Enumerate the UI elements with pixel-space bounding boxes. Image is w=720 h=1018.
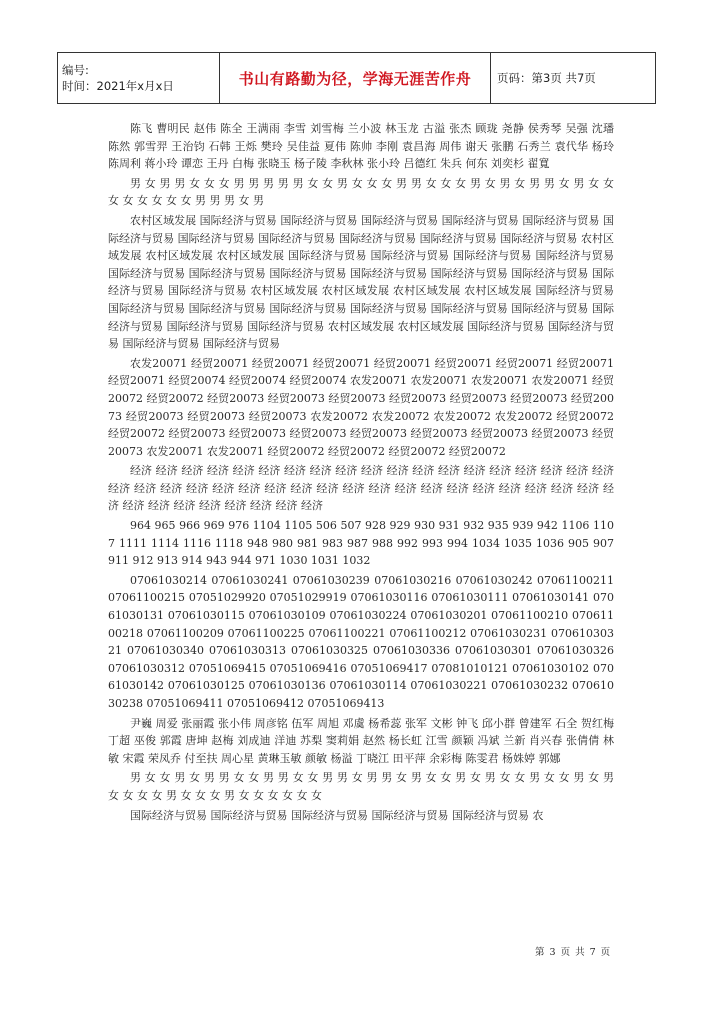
paragraph-genders-1: 男 女 男 男 女 女 女 男 男 男 男 男 女 女 男 女 女 女 男 男 女 女 女 男 女 男 女 男 男 女 男 女 女 女 女 女 女 女 女 男 男 男 女 男 [108, 176, 614, 208]
paragraph-names-2: 尹巍 周爱 张丽霞 张小伟 周彦铭 伍军 周旭 邓虞 杨希蕊 张军 文彬 钟飞 邱小群 曾建军 石全 贺红梅 丁超 巫俊 郭霞 唐坤 赵梅 刘成迪 洋迪 苏梨 窦莉娟 赵然 杨长虹 江雪 颜颖 冯斌 兰新 肖兴春 张倩倩 林敏 宋霞 荣凤乔 付至扶 周心星 黄琳玉敏 颜敏 杨溢 丁晓江 田平萍 余彩梅 陈雯君 杨姝婷 郭娜 [108, 716, 614, 765]
paragraph-names-1: 陈飞 曹明民 赵伟 陈全 王满雨 李雪 刘雪梅 兰小波 林玉龙 古溢 张杰 顾珑 尧静 侯秀琴 吴强 沈璠 陈然 郭雪羿 王治钧 石韩 王烁 樊玲 吴佳益 夏伟 陈帅 李刚 袁昌海 周伟 谢天 张鹏 石秀兰 袁代华 杨玲 陈周利 蒋小玲 谭恋 王丹 白梅 张晓玉 杨子陵 李秋林 张小玲 吕德红 朱兵 何东 刘奕杉 翟寬 [108, 122, 614, 171]
paragraph-room-numbers: 964 965 966 969 976 1104 1105 506 507 928 929 930 931 932 935 939 942 1106 1107 1111 1114 1116 1118 948 980 981 983 987 988 992 993 994 1034 1035 1036 905 907 911 912 913 914 943 944 971 1030 1031 1032 [108, 519, 614, 568]
header-meta-cell [58, 53, 220, 104]
paragraph-classes: 农发20071 经贸20071 经贸20071 经贸20071 经贸20071 经贸20071 经贸20071 经贸20071 经贸20071 经贸20074 经贸20074 经贸20074 农发20071 农发20071 农发20071 农发20071 经贸20072 经贸20072 经贸20073 经贸20073 经贸20073 经贸20073 经贸20073 经贸20073 经贸20073 经贸20073 经贸20073 经贸20073 农发20072 农发20072 农发20072 农发20072 经贸20072 经贸20072 经贸20073 经贸20073 经贸20073 经贸20073 经贸20073 经贸20073 经贸20073 经贸20073 农发20071 农发20071 经贸20072 经贸20072 经贸20072 经贸20072 [108, 356, 614, 458]
document-body [108, 120, 614, 824]
header-motto: 书山有路勤为径，学海无涯苦作舟 [220, 53, 491, 104]
paragraph-genders-2: 男 女 女 男 女 男 男 女 女 男 男 女 女 男 男 女 男 男 女 男 女 女 男 女 男 女 女 男 女 女 男 女 男 女 女 女 女 男 女 女 女 男 女 女 女 女 女 女 [108, 771, 614, 802]
paragraph-majors-2: 国际经济与贸易 国际经济与贸易 国际经济与贸易 国际经济与贸易 国际经济与贸易 农 [130, 808, 544, 822]
paragraph-student-ids: 07061030214 07061030241 07061030239 07061030216 07061030242 07061100211 07061100215 07051029920 07051029919 07061030116 07061030111 07061030141 07061030131 07061030115 07061030109 07061030224 07061030201 07061100210 07061100218 07061100209 07061100225 07061100221 07061100212 07061030231 07061030321 07061030340 07061030313 07061030325 07061030336 07061030301 07061030326 07061030312 07051069415 07051069416 07051069417 07081010121 07061030102 07061030142 07061030125 07061030136 07061030114 07061030221 07061030232 07061030238 07051069411 07051069412 07051069413 [108, 573, 614, 710]
document-time-label: 时间：2021年x月x日 [62, 79, 174, 93]
paragraph-departments: 经济 经济 经济 经济 经济 经济 经济 经济 经济 经济 经济 经济 经济 经济 经济 经济 经济 经济 经济 经济 经济 经济 经济 经济 经济 经济 经济 经济 经济 经济 经济 经济 经济 经济 经济 经济 经济 经济 经济 经济 经济 经济 经济 经济 经济 经济 经济 [108, 464, 614, 513]
page-footer: 第 3 页 共 7 页 [535, 947, 612, 958]
document-number-label: 编号: [62, 63, 89, 77]
document-header [57, 52, 656, 104]
paragraph-majors-1: 农村区域发展 国际经济与贸易 国际经济与贸易 国际经济与贸易 国际经济与贸易 国际经济与贸易 国际经济与贸易 国际经济与贸易 国际经济与贸易 国际经济与贸易 国际经济与贸易 国际经济与贸易 农村区域发展 农村区域发展 农村区域发展 国际经济与贸易 国际经济与贸易 国际经济与贸易 国际经济与贸易 国际经济与贸易 国际经济与贸易 国际经济与贸易 国际经济与贸易 国际经济与贸易 国际经济与贸易 国际经济与贸易 国际经济与贸易 农村区域发展 农村区域发展 农村区域发展 农村区域发展 国际经济与贸易 国际经济与贸易 国际经济与贸易 国际经济与贸易 国际经济与贸易 国际经济与贸易 国际经济与贸易 国际经济与贸易 国际经济与贸易 国际经济与贸易 农村区域发展 农村区域发展 国际经济与贸易 国际经济与贸易 国际经济与贸易 国际经济与贸易 [108, 213, 614, 351]
header-page-info: 页码：第3页 共7页 [491, 53, 656, 104]
